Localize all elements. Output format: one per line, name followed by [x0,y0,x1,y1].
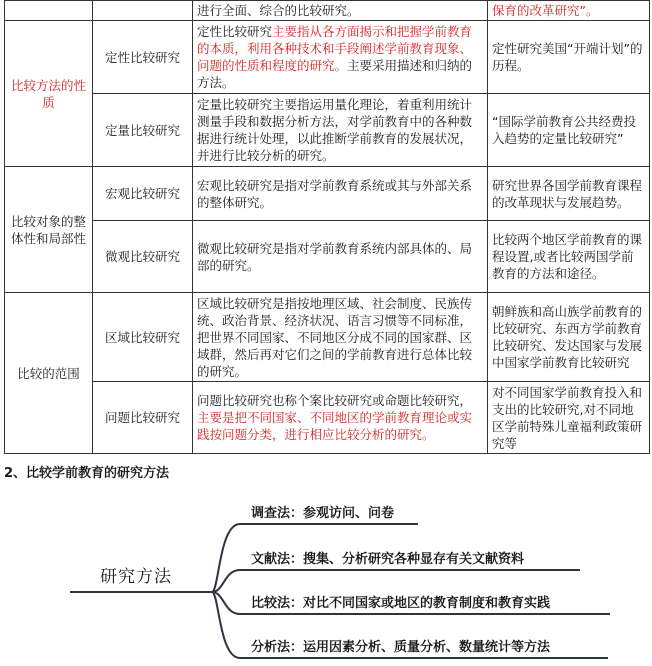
category-cell: 比较的范围 [5,293,93,454]
content-cell: 区域比较研究是指按地理区域、社会制度、民族传统、政治背景、经济状况、语言习惯等不同标准，把世界不同国家、不同地区分成不同的国家群、区域群，然后再对它们之间的学前教育进行总体比较的研究。 [193,293,488,382]
content-cell: 微观比较研究是指对学前教育系统内部具体的、局部的研究。 [193,221,488,293]
content-cell [193,21,488,94]
subcategory-cell: 定性比较研究 [93,21,193,94]
table-row [5,221,650,293]
subcategory-cell: 问题比较研究 [93,382,193,454]
comparison-table [4,0,650,454]
example-cell: 定性研究美国“开端计划”的历程。 [488,21,650,94]
content-text: 主要采用描述和归纳的方法。 [197,58,473,90]
empty-cell [93,1,193,21]
content-text: 定性比较研究 [197,24,273,39]
mindmap-root: 研究方法 [100,567,172,587]
table-row [5,21,650,94]
example-cell: 保育的改革研究”。 [488,1,650,21]
mindmap-branch: 分析法：运用因素分析、质量分析、数量统计等方法 [251,640,551,655]
table-row [5,293,650,382]
content-cell: 进行全面、综合的比较研究。 [193,1,488,21]
table-row [5,94,650,167]
example-cell: 比较两个地区学前教育的课程设置,或者比较两国学前教育的方法和途径。 [488,221,650,293]
content-text: 问题比较研究也称个案比较研究或命题比较研究， [197,393,473,408]
table-row [5,167,650,221]
mindmap-branch: 比较法：对比不同国家或地区的教育制度和教育实践 [251,596,551,611]
mindmap-branch: 文献法：搜集、分析研究各种显存有关文献资料 [251,552,525,567]
content-cell: 宏观比较研究是指对学前教育系统或其与外部关系的整体研究。 [193,167,488,221]
subcategory-cell: 定量比较研究 [93,94,193,167]
section-heading: 2、比较学前教育的研究方法 [4,466,170,481]
example-cell: “国际学前教育公共经费投入趋势的定量比较研究” [488,94,650,167]
example-cell: 对不同国家学前教育投入和支出的比较研究,对不同地区学前特殊儿童福利政策研究等 [488,382,650,454]
example-cell: 朝鲜族和高山族学前教育的比较研究、东西方学前教育比较研究、发达国家与发展中国家学前教育比较研究 [488,293,650,382]
subcategory-cell: 宏观比较研究 [93,167,193,221]
content-highlight: 主要指从各方面揭示和把握学前教育的本质，利用各种技术和手段阐述学前教育现象、问题的性质和程度的研究。 [197,24,473,73]
subcategory-cell: 微观比较研究 [93,221,193,293]
category-cell: 比较方法的性质 [5,21,93,167]
subcategory-cell: 区域比较研究 [93,293,193,382]
table-row [5,1,650,21]
mindmap-branch: 调查法：参观访问、问卷 [251,506,395,521]
content-highlight: 主要是把不同国家、不同地区的学前教育理论或实践按问题分类，进行相应比较分析的研究。 [197,410,473,442]
content-cell [193,382,488,454]
table-row [5,382,650,454]
category-cell: 比较对象的整体性和局部性 [5,167,93,293]
connector-2 [212,570,580,592]
empty-cell [5,1,93,21]
example-cell: 研究世界各国学前教育课程的改革现状与发展趋势。 [488,167,650,221]
content-cell: 定量比较研究主要指运用量化理论，着重利用统计测量手段和数据分析方法，对学前教育中的各种数据进行统计处理，以此推断学前教育的发展状况，并进行比较分析的研究。 [193,94,488,167]
